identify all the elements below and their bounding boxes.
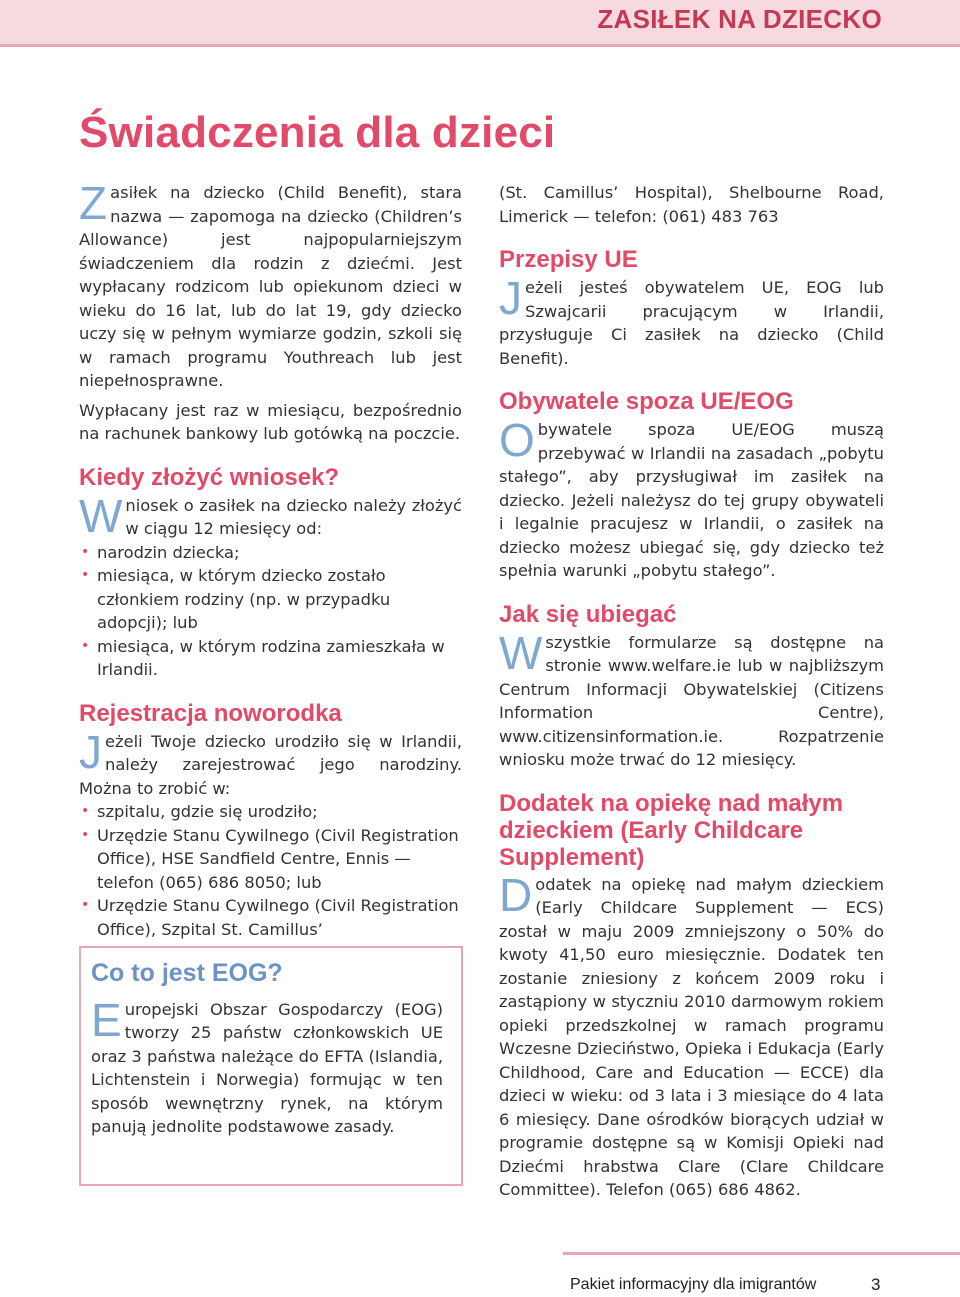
when-text: niosek o zasiłek na dziecko należy złożyć w ciągu 12 miesięcy od: (125, 495, 462, 538)
left-column (79, 177, 462, 941)
section-heading-ecs: Dodatek na opiekę nad małym dzieckiem (Early Childcare Supplement) (499, 789, 844, 871)
footer-rule (563, 1252, 960, 1255)
eog-paragraph (91, 993, 443, 1139)
when-list (79, 541, 462, 682)
drop-cap: O (499, 414, 535, 466)
eog-box-content (91, 959, 443, 1139)
page-number: 3 (871, 1275, 881, 1294)
drop-cap: W (79, 489, 123, 542)
drop-cap: Z (79, 177, 108, 229)
apply-text: szystkie formularze są dostępne na stronie www.welfare.ie lub w najbliższym Centrum Informacji Obywatelskiej (Citizens Information Centre), www.citizensinformation.ie. Rozpatrzenie wniosku może trwać do 12 miesięcy. (499, 632, 884, 769)
eog-box-title: Co to jest EOG? (91, 959, 283, 987)
eog-info-box (79, 946, 463, 1186)
running-head: ZASIŁEK NA DZIECKO (597, 4, 882, 34)
section-heading-apply: Jak się ubiegać (499, 600, 677, 628)
eog-text: uropejski Obszar Gospodarczy (EOG) tworzy 25 państw członkowskich UE oraz 3 państwa należące do EFTA (Islandia, Lichtenstein i Norwegia) formując w ten sposób wewnętrzny rynek, na którym panują jednolite podstawowe zasady. (91, 999, 443, 1136)
drop-cap: E (91, 993, 122, 1046)
intro-paragraph-2: Wypłacany jest raz w miesiącu, bezpośrednio na rachunek bankowy lub gotówką na poczcie. (79, 400, 462, 443)
eu-text: eżeli jesteś obywatelem UE, EOG lub Szwajcarii pracującym w Irlandii, przysługuje Ci zasiłek na dziecko (Child Benefit). (499, 278, 884, 368)
continued-address: (St. Camillus’ Hospital), Shelbourne Road, Limerick — telefon: (061) 483 763 (499, 183, 884, 226)
section-heading-registration: Rejestracja noworodka (79, 699, 342, 727)
ecs-paragraph (499, 868, 884, 1202)
drop-cap: J (79, 725, 102, 778)
list-item: • miesiąca, w którym dziecko zostało członkiem rodziny (np. w przypadku adopcji); lub (79, 564, 462, 635)
non-eu-paragraph (499, 414, 884, 583)
list-item: • szpitalu, gdzie się urodziło; (79, 800, 462, 824)
apply-paragraph (499, 626, 884, 772)
ecs-text: odatek na opiekę nad małym dzieckiem (Early Childcare Supplement — ECS) został w maju 2009 zmniejszony o 50% do kwoty 41,50 euro miesięcznie. Dodatek ten zostanie zniesiony z końcem 2009 roku i zastąpiony w styczniu 2010 darmowym rokiem opieki przedszkolnej w ramach programu Wczesne Dzieciństwo, Opieka i Edukacja (Early Childhood, Care and Education — ECCE) dla dzieci w wieku: od 3 lata i 3 miesiące do 4 lata 6 miesięcy. Dane ośrodków biorących udział w programie dostępne są w Komisji Opieki nad Dziećmi hrabstwa Clare (Clare Childcare Committee). Telefon (065) 686 4862. (499, 874, 884, 1199)
footer-publication-title: Pakiet informacyjny dla imigrantów (570, 1276, 817, 1293)
intro-paragraph (79, 177, 462, 393)
right-column (499, 181, 884, 1202)
drop-cap: J (499, 272, 522, 324)
drop-cap: D (499, 868, 533, 921)
registration-paragraph (79, 725, 462, 801)
section-heading-eu: Przepisy UE (499, 246, 638, 273)
list-item: • Urzędzie Stanu Cywilnego (Civil Registration Office), HSE Sandfield Centre, Ennis — telefon (065) 686 8050; lub (79, 824, 462, 895)
list-item: • narodzin dziecka; (79, 541, 462, 565)
list-item: • miesiąca, w którym rodzina zamieszkała w Irlandii. (79, 635, 462, 682)
page-title: Świadczenia dla dzieci (79, 108, 556, 157)
when-paragraph (79, 489, 462, 542)
section-heading-when: Kiedy złożyć wniosek? (79, 463, 340, 491)
registration-text: eżeli Twoje dziecko urodziło się w Irlandii, należy zarejestrować jego narodziny. Można to zrobić w: (79, 731, 462, 798)
list-item: • Urzędzie Stanu Cywilnego (Civil Registration Office), Szpital St. Camillus’ (79, 894, 462, 941)
header-rule (0, 44, 960, 47)
eu-paragraph (499, 272, 884, 370)
registration-list (79, 800, 462, 941)
intro-text: asiłek na dziecko (Child Benefit), stara nazwa — zapomoga na dziecko (Children’s Allowance) jest najpopularniejszym świadczeniem dla rodzin z dziećmi. Jest wypłacany rodzicom lub opiekunom dzieci w wieku do 16 lat, lub do lat 19, gdy dziecko uczy się w pełnym wymiarze godzin, szkoli się w ramach programu Youthreach lub jest niepełnosprawne. (79, 183, 462, 390)
non-eu-text: bywatele spoza UE/EOG muszą przebywać w Irlandii na zasadach „pobytu stałego”, aby przysługiwał im zasiłek na dziecko. Jeżeli należysz do tej grupy obywateli i legalnie pracujesz w Irlandii, o zasiłek na dziecko możesz ubiegać się, gdy dziecko też spełnia warunki „pobytu stałego”. (499, 420, 884, 580)
section-heading-non-eu: Obywatele spoza UE/EOG (499, 388, 794, 415)
drop-cap: W (499, 626, 543, 679)
